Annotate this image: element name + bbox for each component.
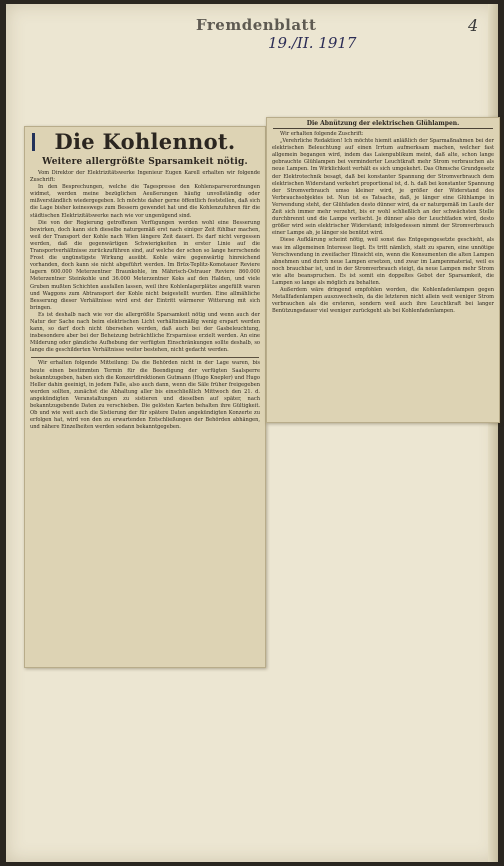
blue-pencil-mark <box>32 133 35 151</box>
article-paragraph: Vom Direktor der Elektrizitätswerke Ingenieur Eugen Karell erhalten wir folgende Zuschrift: <box>30 170 260 184</box>
separator-rule <box>31 357 259 358</box>
clipping-subtitle: Weitere allergrößte Sparsamkeit nötig. <box>42 157 248 167</box>
newspaper-clipping-gluehlampen <box>266 117 500 423</box>
newspaper-clipping-kohlennot <box>24 126 266 668</box>
newspaper-masthead: Fremdenblatt <box>196 16 317 34</box>
article-paragraph: In den Besprechungen, welche die Tagespresse den Kohlensparverordnungen widmet, werden meine bezüglichen Aeußerungen häufig unvollständig oder mißverständlich wiedergegeben. Ich möchte daher gerne öffentlich feststellen, daß sich die Lage bisher keineswegs zum Bessern gewendet hat und die Kohlenzufuhren für die städtischen Elektrizitätswerke nach wie vor ungenügend sind. <box>30 184 260 219</box>
clipping-title: Die Abnützung der elektrischen Glühlampen. <box>306 120 460 127</box>
article-paragraph: Die von der Regierung getroffenen Verfügungen werden wohl eine Besserung bewirken, doch kann sich dieselbe naturgemäß erst nach einiger Zeit fühlbar machen, weil der Transport der Kohle nach Wien längere Zeit dauert. Es darf nicht vergessen werden, daß die gegenwärtigen Schwierigkeiten in erster Linie auf die Transportverhältnisse zurückzuführen sind, auf welche der schon so lange herrschende Frost die ungünstigste Wirkung ausübt. Kohle wäre gegenwärtig hinreichend vorhanden, doch kann sie nicht abgeführt werden. Im Brüx-Teplitz-Komotauer Reviere lagern 600.000 Meterzentner Braunkohle, im Mährisch-Ostrauer Reviere 860.000 Meterzentner Steinkohle und 36.000 Meterzentner Koks auf den Halden, und viele Gruben mußten Schichten ausfallen lassen, weil ihre Kohlenlagerplätze angefüllt waren und Waggons zum Abtransport der Kohle nicht beigestellt wurden. Eine allmähliche Besserung dieser Verhältnisse wird erst der Eintritt wärmerer Witterung mit sich bringen. <box>30 219 260 311</box>
article-body <box>30 170 260 354</box>
archive-page <box>6 4 498 862</box>
article-paragraph: Außerdem wäre dringend empfohlen worden, die Kohlenfadenlampen gegen Metallfadenlampen auszuwechseln, da die letzteren nicht allein weit weniger Strom verbrauchen als die ersteren, sondern weil auch ihre Leuchtkraft bei langer Benützungsdauer viel weniger zurückgeht als bei Kohlenfadenlampen. <box>272 287 494 315</box>
title-rule <box>273 128 493 129</box>
article-body <box>272 131 494 315</box>
article-paragraph: Wir erhalten folgende Zuschrift: <box>280 131 364 137</box>
article-paragraph: Es ist deshalb nach wie vor die allergrößte Sparsamkeit nötig und wenn auch der Natur der Sache nach beim elektrischen Licht verhältnismäßig wenig erspart werden kann, so darf doch nicht übersehen werden, daß auch bei der Gasbeleuchtung, insbesondere aber bei der Beheizung beträchtliche Ersparnisse erzielt werden. An eine Milderung oder gänzliche Aufhebung der verfügten Einschränkungen sollte deshalb, so lange die geschilderten Verhältnisse weiter bestehen, nicht gedacht werden. <box>30 311 260 354</box>
handwritten-date: 19./II. 1917 <box>268 34 357 52</box>
handwritten-page-number: 4 <box>468 16 479 35</box>
article-paragraph: Diese Aufklärung scheint nötig, weil sonst das Entgegengesetzte geschieht, als was im allgemeinen Interesse liegt. Es tritt nämlich, statt zu sparen, eine unnötige Verschwendung in zweifacher Hinsicht ein, wenn die Konsumenten die alten Lampen abnehmen und durch neue Lampen ersetzen, und zwar im Lampenmaterial, weil es noch brauchbar ist, und in der Stromverbrauch steigt, da neue Lampen mehr Strom wie alte beanspruchen. Es ist somit ein doppeltes Gebot der Sparsamkeit, die Lampen so lange als möglich zu behalten. <box>272 237 494 286</box>
article-paragraph: „Verehrliche Redaktion! Ich möchte hiemit anläßlich der Sparmaßnahmen bei der elektrischen Beleuchtung auf einen Irrtum aufmerksam machen, welcher fast allgemein begangen wird, indem das Laienpublikum meint, daß alte, schon lange gebrauchte Glühlampen bei verminderter Leuchtkraft mehr Strom verbrauchen als neue Lampen. Im Wirklichkeit verhält es sich umgekehrt. Das Ohmsche Grundgesetz der Elektrotechnik besagt, daß bei konstanter Spannung der Stromverbrauch dem elektrischen Widerstand verkehrt proportional ist, d. h. daß bei konstanter Spannung der Stromverbrauch umso kleiner wird, je größer der Widerstand des Verbrauchsobjektes ist. Nun ist es Tatsache, daß, je länger eine Glühlampe in Verwendung steht, der Glühfaden desto dünner wird, da er naturgemäß im Laufe der Zeit sich immer mehr verzehrt, bis er wohl schließlich an der schwächsten Stelle durchbrennt und die Lampe verlischt. Je dünner also der Leuchtfaden wird, desto größer wird sein elektrischer Widerstand; infolgedessen nimmt der Stromverbrauch einer Lampe ab, je länger sie benützt wird. <box>272 138 494 237</box>
notice-body <box>30 360 260 431</box>
clipping-title: Die Kohlennot. <box>54 129 236 154</box>
notice-paragraph: Wir erhalten folgende Mitteilung: Da die Behörden nicht in der Lage waren, bis heute einen bestimmten Termin für die Beendigung der verfügten Saalsperre bekanntzugeben, haben sich die Konzertdirektionen Gutmann (Hugo Knepler) und Hugo Heller dahin geeinigt, in jedem Falle, also auch dann, wenn die Säle früher freigegeben werden sollten, zunächst die Abhaltung aller bis einschließlich Mittwoch den 21. d. angekündigten Veranstaltungen zu sistieren und dieselben auf später, nach bekanntzugebende Daten zu verschieben. Die gelösten Karten behalten ihre Gültigkeit. Ob und wie weit auch die Sistierung der für spätere Daten angekündigten Konzerte zu erfolgen hat, wird von den zu erwartenden Entschließungen der Behörden abhängen, und nähere Einzelheiten werden sodann bekanntgegeben. <box>30 360 260 431</box>
